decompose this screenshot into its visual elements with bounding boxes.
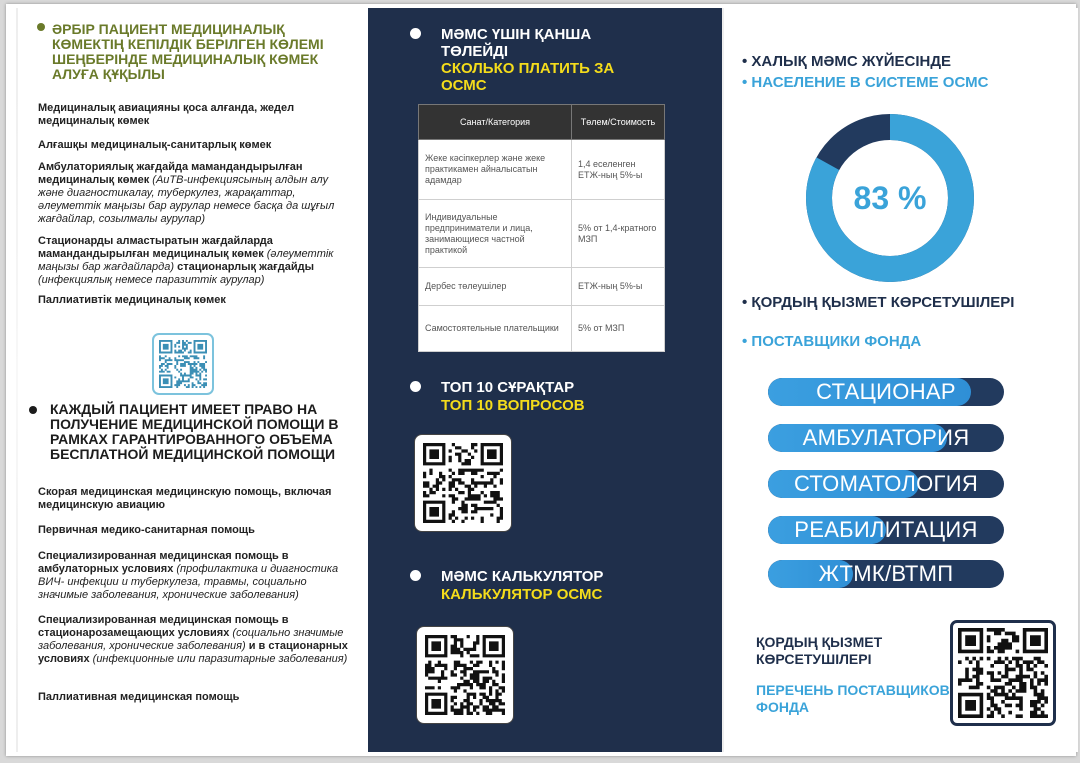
qr-modules	[423, 443, 503, 523]
category-pill	[768, 378, 1004, 406]
top10-qr-code[interactable]	[415, 435, 511, 531]
kz-item-3: Амбулаториялық жағдайда мамандандырылған медициналық көмек (АиТВ-инфекциясының алдын алу және диагностикалау, туберкулез, жарақаттар, әлеуметтік маңызы бар аурулар немесе басқа да шұғыл жағдайлар, созылмалы аурулар)	[38, 161, 335, 225]
ru-item-3: Специализированная медицинская помощь в амбулаторных условиях (профилактика и диагностика ВИЧ- инфекции и туберкулеза, травмы, социально значимые заболевания, хронические заболевания)	[38, 550, 339, 601]
top10-title-kz: ТОП 10 СҰРАҚТАР	[441, 379, 575, 396]
table-cell: ЕТЖ-ның 5%-ы	[572, 268, 665, 306]
table-row	[419, 140, 665, 200]
qr-code-icon	[159, 340, 207, 388]
kz-item-5: Паллиативтік медициналық көмек	[38, 294, 226, 306]
category-pill	[768, 516, 1004, 544]
kz-item-2: Алғашқы медициналық-санитарлық көмек	[38, 139, 272, 151]
table-cell: Дербес төлеушілер	[419, 268, 572, 306]
table-cell: 1,4 еселенген ЕТЖ-ның 5%-ы	[572, 140, 665, 200]
calc-title-ru: КАЛЬКУЛЯТОР ОСМС	[441, 586, 603, 603]
table-cell: Жеке кәсіпкерлер және жеке практикамен айналысатын адамдар	[419, 140, 572, 200]
table-row	[419, 306, 665, 352]
pay-title-kz: МӘМС ҮШІН ҚАНША ТӨЛЕЙДІ	[441, 26, 592, 60]
pay-title-ru: СКОЛЬКО ПЛАТИТЬ ЗА ОСМС	[441, 60, 615, 94]
providers-title-kz: • ҚОРДЫҢ ҚЫЗМЕТ КӨРСЕТУШІЛЕРІ	[742, 294, 1015, 311]
coverage-percent: 83 %	[853, 180, 927, 216]
left-qr-code[interactable]	[152, 333, 214, 395]
category-label: СТАЦИОНАР	[816, 379, 956, 404]
qr-modules	[159, 340, 207, 388]
table-row	[419, 200, 665, 268]
brochure-sheet	[6, 4, 1076, 756]
ru-item-2: Первичная медико-санитарная помощь	[38, 524, 255, 536]
providers-list-title-kz: ҚОРДЫҢ ҚЫЗМЕТ КӨРСЕТУШІЛЕРІ	[756, 634, 883, 667]
providers-list-title-ru: ПЕРЕЧЕНЬ ПОСТАВЩИКОВ ФОНДА	[756, 682, 950, 715]
ru-item-1: Скорая медицинская медицинскую помощь, включая медицинскую авиацию	[38, 486, 332, 511]
top10-bullet	[410, 381, 421, 392]
category-pill	[768, 560, 1004, 588]
category-label: РЕАБИЛИТАЦИЯ	[794, 517, 978, 542]
table-row	[419, 268, 665, 306]
middle-panel	[368, 8, 722, 752]
population-title-kz: • ХАЛЫҚ МӘМС ЖҮЙЕСІНДЕ	[742, 53, 952, 70]
payment-table	[418, 104, 665, 352]
top10-title-ru: ТОП 10 ВОПРОСОВ	[441, 397, 585, 414]
qr-modules	[958, 628, 1048, 718]
category-label: СТОМАТОЛОГИЯ	[793, 471, 979, 496]
category-label: АМБУЛАТОРИЯ	[802, 425, 970, 450]
population-title-ru: • НАСЕЛЕНИЕ В СИСТЕМЕ ОСМС	[742, 74, 989, 91]
category-pill	[768, 470, 1004, 498]
category-pill	[768, 424, 1004, 452]
table-cell: 5% от МЗП	[572, 306, 665, 352]
qr-code-icon	[423, 443, 503, 523]
category-label: ЖТМК/ВТМП	[818, 561, 954, 586]
left-panel	[16, 8, 368, 752]
qr-code-icon	[958, 628, 1048, 718]
ru-item-5: Паллиативная медицинская помощь	[38, 691, 240, 703]
table-header-cost: Төлем/Стоимость	[572, 105, 665, 140]
table-cell: Индивидуальные предприниматели и лица, занимающиеся частной практикой	[419, 200, 572, 268]
qr-code-icon	[425, 635, 505, 715]
kz-item-4: Стационарды алмастыратын жағдайларда мамандандырылған медициналық көмек (әлеуметтік маңызы бар жағдайларда) стационарлық жағдайды (инфекциялық немесе паразиттік аурулар)	[38, 235, 334, 286]
ru-item-4: Специализированная медицинская помощь в стационарозамещающих условиях (социально значимые заболевания, хронические заболевания) и в стационарных условиях (инфекционные или паразитарные заболевания)	[38, 614, 348, 665]
calc-title-kz: МӘМС КАЛЬКУЛЯТОР	[441, 568, 604, 585]
right-panel	[722, 8, 1078, 752]
table-cell: 5% от 1,4-кратного МЗП	[572, 200, 665, 268]
coverage-donut	[806, 114, 974, 282]
qr-modules	[425, 635, 505, 715]
calculator-qr-code[interactable]	[417, 627, 513, 723]
ru-heading-bullet	[29, 406, 37, 414]
table-cell: Самостоятельные плательщики	[419, 306, 572, 352]
providers-title-ru: • ПОСТАВЩИКИ ФОНДА	[742, 333, 922, 350]
kz-item-1: Медициналық авиацияны қоса алғанда, жедел медициналық көмек	[38, 102, 295, 127]
kz-rights-heading: ӘРБІР ПАЦИЕНТ МЕДИЦИНАЛЫҚ КӨМЕКТІҢ КЕПІЛДІК БЕРІЛГЕН КӨЛЕМІ ШЕҢБЕРІНДЕ МЕДИЦИНАЛЫҚ КӨМЕК АЛУҒА ҚҰҚЫЛЫ	[52, 21, 324, 82]
calc-bullet	[410, 570, 421, 581]
kz-heading-bullet	[37, 23, 45, 31]
providers-qr-code[interactable]	[950, 620, 1056, 726]
ru-rights-heading: КАЖДЫЙ ПАЦИЕНТ ИМЕЕТ ПРАВО НА ПОЛУЧЕНИЕ МЕДИЦИНСКОЙ ПОМОЩИ В РАМКАХ ГАРАНТИРОВАННОГО ОБЪЕМА БЕСПЛАТНОЙ МЕДИЦИНСКОЙ ПОМОЩИ	[50, 401, 339, 462]
table-header-category: Санат/Категория	[419, 105, 572, 140]
pay-bullet	[410, 28, 421, 39]
